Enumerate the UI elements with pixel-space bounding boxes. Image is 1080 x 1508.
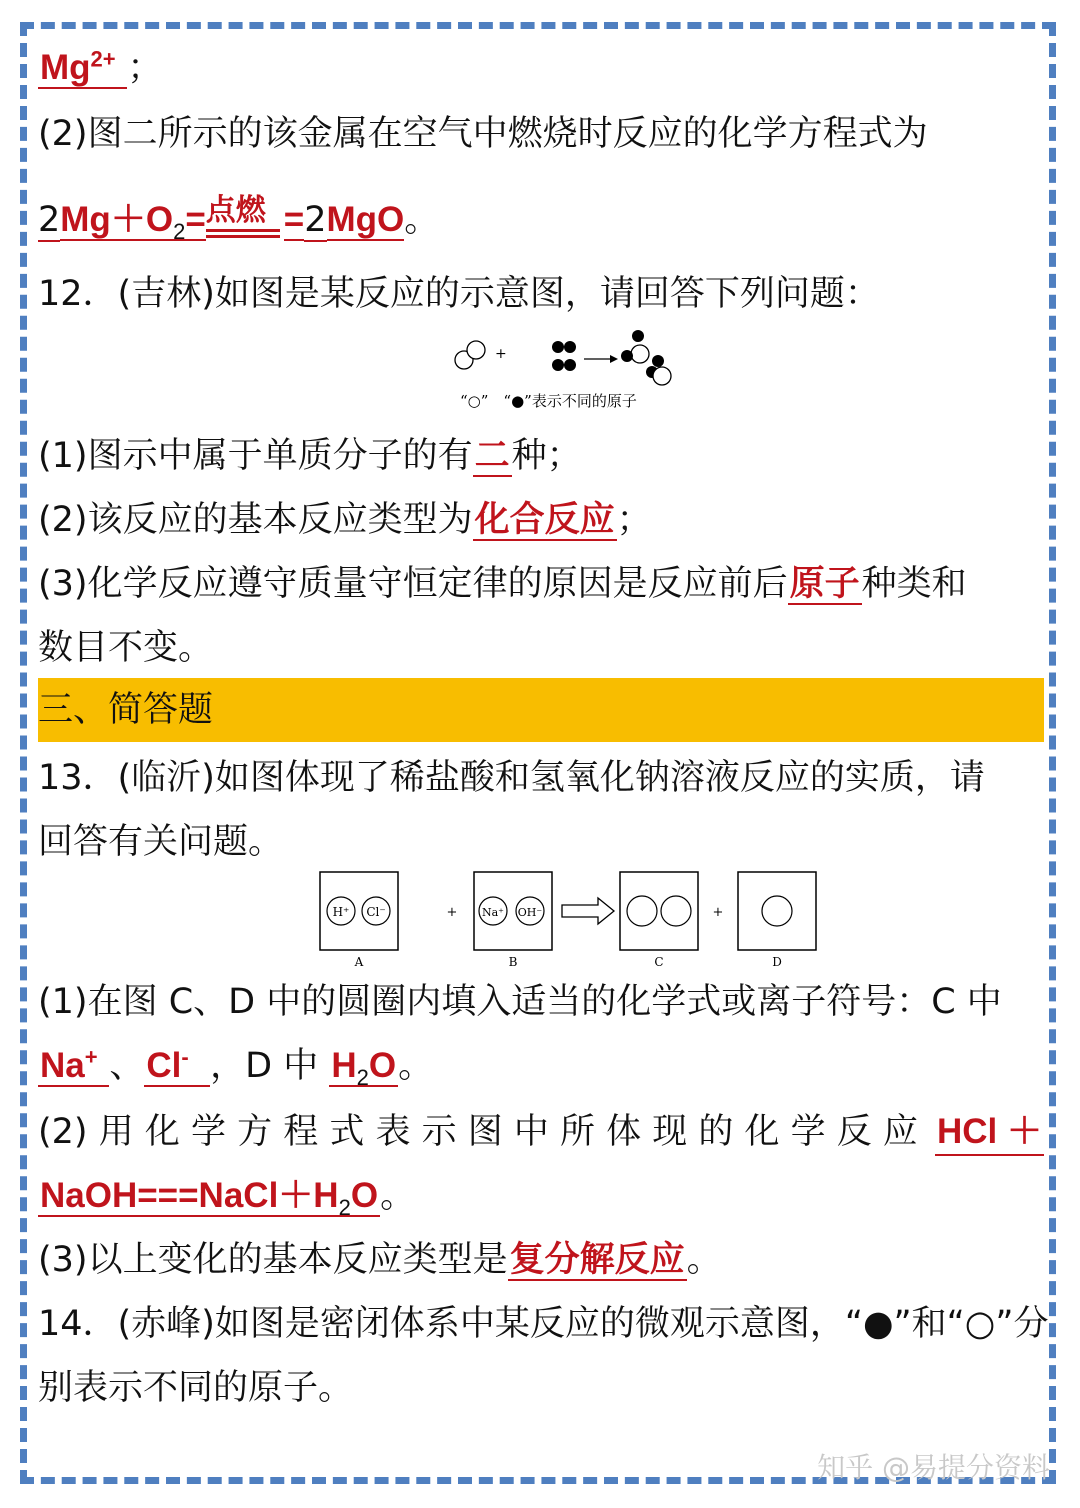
answer-na-ion: Na+ xyxy=(38,1046,109,1087)
section-title: 三、简答题 xyxy=(38,690,214,730)
answer-q13-2-equation: $NaOH===NaCl+H_2O$ xyxy=(40,1176,379,1220)
black-atom-icon xyxy=(652,355,664,367)
answer-q12-2: 化合反应 xyxy=(474,500,615,539)
answer-q12-1: 二 xyxy=(474,436,510,475)
plus-sign: + xyxy=(446,905,458,920)
q13-neutralization-diagram xyxy=(318,868,818,972)
answer-mg-ion: $Mg^{2+}$ xyxy=(38,48,127,89)
black-atom-icon xyxy=(621,350,633,362)
q13-part3: (3)以上变化的基本反应类型是复分解反应。 xyxy=(38,1240,722,1280)
q13-stem-cont: 回答有关问题。 xyxy=(38,822,284,862)
empty-circle-d xyxy=(762,896,792,926)
q12-part3: (3)化学反应遵守质量守恒定律的原因是反应前后原子种类和 xyxy=(38,564,967,604)
q13-stem: 13．(临沂)如图体现了稀盐酸和氢氧化钠溶液反应的实质，请 xyxy=(38,758,985,798)
ion-label-na: Na⁺ xyxy=(482,906,504,919)
watermark: 知乎 @易提分资料 xyxy=(817,1451,1050,1484)
arrow-head-icon xyxy=(610,355,618,363)
q12-part2: (2)该反应的基本反应类型为化合反应； xyxy=(38,500,652,540)
ion-label-h: H⁺ xyxy=(332,905,350,919)
box-label-d: D xyxy=(772,955,782,969)
q12-stem: 12．(吉林)如图是某反应的示意图，请回答下列问题： xyxy=(38,274,880,314)
box-label-c: C xyxy=(654,955,664,969)
reaction-condition: 点燃 xyxy=(206,203,284,243)
hollow-arrow-icon xyxy=(562,898,614,924)
empty-circle-c1 xyxy=(627,896,657,926)
q12-part3-cont: 数目不变。 xyxy=(38,628,214,668)
plus-sign: + xyxy=(495,346,507,362)
ion-label-oh: OH⁻ xyxy=(517,906,543,919)
black-atom-icon xyxy=(564,359,576,371)
black-atom-icon xyxy=(552,359,564,371)
q11-answer-1-line: $Mg^{2+}$ ； xyxy=(40,46,163,88)
white-atom-icon xyxy=(653,367,671,385)
q13-part2-cont: $NaOH===NaCl+H_2O$。 xyxy=(40,1176,416,1220)
q13-part2: (2) 用 化 学 方 程 式 表 示 图 中 所 体 现 的 化 学 反 应 HCl ＋ xyxy=(38,1110,1044,1154)
plus-sign: + xyxy=(712,905,724,920)
box-label-b: B xyxy=(508,955,518,969)
answer-q13-3: 复分解反应 xyxy=(509,1240,685,1279)
q13-part1-answers: Na+ 、Cl- ，D 中 $H_2O$。 xyxy=(40,1044,434,1090)
white-atom-icon xyxy=(631,345,649,363)
answer-q12-3: 原子 xyxy=(789,564,860,603)
answer-q13-2-start: HCl ＋ xyxy=(935,1110,1044,1156)
q12-reaction-diagram xyxy=(438,326,718,416)
q11-part2-stem: (2)图二所示的该金属在空气中燃烧时反应的化学方程式为 xyxy=(38,114,928,154)
box-label-a: A xyxy=(354,955,364,969)
section-header xyxy=(38,678,1044,742)
black-atom-icon xyxy=(564,341,576,353)
diagram-legend: “○” “●”表示不同的原子 xyxy=(460,392,637,410)
q11-part2-equation: $2Mg+O_2=$ 点燃 =2MgO。 xyxy=(38,194,440,244)
black-atom-icon xyxy=(632,330,644,342)
empty-circle-c2 xyxy=(661,896,691,926)
ion-label-cl: Cl⁻ xyxy=(366,905,386,919)
q14-stem-cont: 别表示不同的原子。 xyxy=(38,1368,354,1408)
white-atom-icon xyxy=(467,341,485,359)
q13-part1: (1)在图 C、D 中的圆圈内填入适当的化学式或离子符号：C 中 xyxy=(38,982,1002,1022)
black-atom-icon xyxy=(552,341,564,353)
q14-stem: 14．(赤峰)如图是密闭体系中某反应的微观示意图，“●”和“○”分 xyxy=(38,1304,1049,1344)
answer-cl-ion: Cl- xyxy=(144,1046,210,1087)
answer-water: $H_2O$ xyxy=(331,1046,397,1090)
q12-part1: (1)图示中属于单质分子的有二种； xyxy=(38,436,582,476)
